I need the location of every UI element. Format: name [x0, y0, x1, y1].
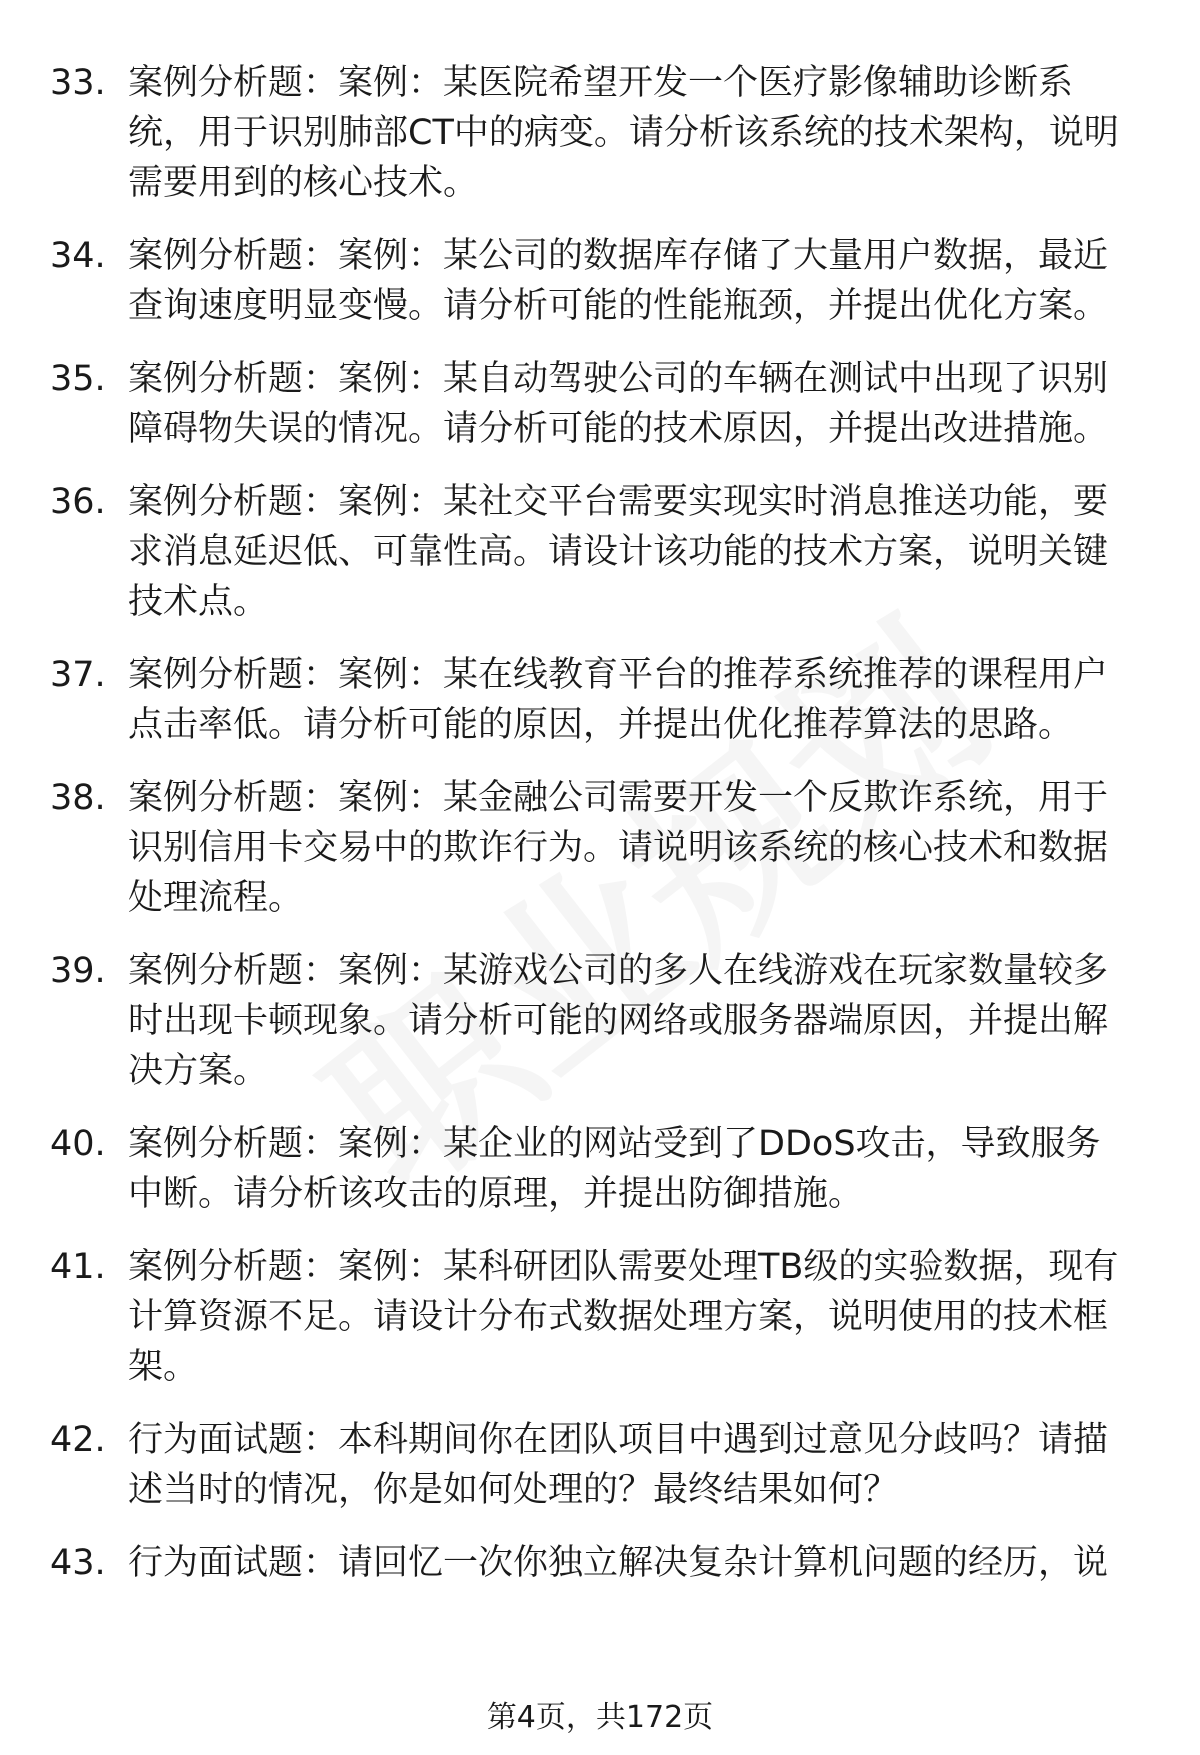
- question-number: 35.: [50, 359, 106, 399]
- question-text: [128, 477, 1148, 627]
- question-line: 案例分析题：案例：某企业的网站受到了DDoS攻击，导致服务: [128, 1124, 1101, 1164]
- question-text: [128, 354, 1148, 454]
- question-line: 案例分析题：案例：某社交平台需要实现实时消息推送功能，要: [128, 482, 1109, 522]
- question-item: [50, 1538, 1160, 1588]
- question-number: 43.: [50, 1543, 106, 1583]
- question-line: 计算资源不足。请设计分布式数据处理方案，说明使用的技术框: [128, 1297, 1109, 1337]
- question-text: [128, 946, 1148, 1096]
- question-item: [50, 650, 1160, 773]
- question-line: 案例分析题：案例：某游戏公司的多人在线游戏在玩家数量较多: [128, 951, 1109, 991]
- question-text: [128, 1415, 1148, 1515]
- question-text: [128, 1119, 1148, 1219]
- question-line: 统，用于识别肺部CT中的病变。请分析该系统的技术架构，说明: [128, 113, 1119, 153]
- question-item: [50, 477, 1160, 650]
- question-line: 需要用到的核心技术。: [128, 163, 479, 203]
- question-number: 34.: [50, 236, 106, 276]
- question-number: 33.: [50, 63, 106, 103]
- question-item: [50, 1242, 1160, 1415]
- question-item: [50, 1415, 1160, 1538]
- question-item: [50, 58, 1160, 231]
- question-item: [50, 1119, 1160, 1242]
- question-line: 障碍物失误的情况。请分析可能的技术原因，并提出改进措施。: [128, 409, 1109, 449]
- question-line: 技术点。: [128, 582, 269, 622]
- question-text: [128, 773, 1148, 923]
- question-line: 行为面试题：请回忆一次你独立解决复杂计算机问题的经历，说: [128, 1543, 1109, 1583]
- question-number: 36.: [50, 482, 106, 522]
- question-line: 中断。请分析该攻击的原理，并提出防御措施。: [128, 1174, 864, 1214]
- question-text: [128, 1242, 1148, 1392]
- question-list: [50, 58, 1160, 1588]
- question-line: 识别信用卡交易中的欺诈行为。请说明该系统的核心技术和数据: [128, 828, 1109, 868]
- question-item: [50, 946, 1160, 1119]
- question-item: [50, 231, 1160, 354]
- question-line: 决方案。: [128, 1051, 269, 1091]
- question-number: 37.: [50, 655, 106, 695]
- question-line: 案例分析题：案例：某科研团队需要处理TB级的实验数据，现有: [128, 1247, 1119, 1287]
- question-number: 40.: [50, 1124, 106, 1164]
- question-line: 查询速度明显变慢。请分析可能的性能瓶颈，并提出优化方案。: [128, 286, 1109, 326]
- question-line: 处理流程。: [128, 878, 304, 918]
- question-line: 时出现卡顿现象。请分析可能的网络或服务器端原因，并提出解: [128, 1001, 1109, 1041]
- question-line: 架。: [128, 1347, 199, 1387]
- question-line: 点击率低。请分析可能的原因，并提出优化推荐算法的思路。: [128, 705, 1074, 745]
- question-number: 41.: [50, 1247, 106, 1287]
- question-number: 39.: [50, 951, 106, 991]
- question-item: [50, 354, 1160, 477]
- question-text: [128, 1538, 1148, 1588]
- question-line: 案例分析题：案例：某医院希望开发一个医疗影像辅助诊断系: [128, 63, 1074, 103]
- question-line: 案例分析题：案例：某自动驾驶公司的车辆在测试中出现了识别: [128, 359, 1109, 399]
- question-line: 案例分析题：案例：某在线教育平台的推荐系统推荐的课程用户: [128, 655, 1109, 695]
- question-line: 案例分析题：案例：某金融公司需要开发一个反欺诈系统，用于: [128, 778, 1109, 818]
- question-text: [128, 231, 1148, 331]
- question-number: 38.: [50, 778, 106, 818]
- page-number-footer: 第4页，共172页: [486, 1700, 714, 1735]
- question-line: 求消息延迟低、可靠性高。请设计该功能的技术方案，说明关键: [128, 532, 1109, 572]
- question-line: 案例分析题：案例：某公司的数据库存储了大量用户数据，最近: [128, 236, 1109, 276]
- question-line: 述当时的情况，你是如何处理的？最终结果如何？: [128, 1470, 899, 1510]
- question-text: [128, 650, 1148, 750]
- question-text: [128, 58, 1148, 208]
- question-number: 42.: [50, 1420, 106, 1460]
- question-item: [50, 773, 1160, 946]
- question-line: 行为面试题：本科期间你在团队项目中遇到过意见分歧吗？请描: [128, 1420, 1109, 1460]
